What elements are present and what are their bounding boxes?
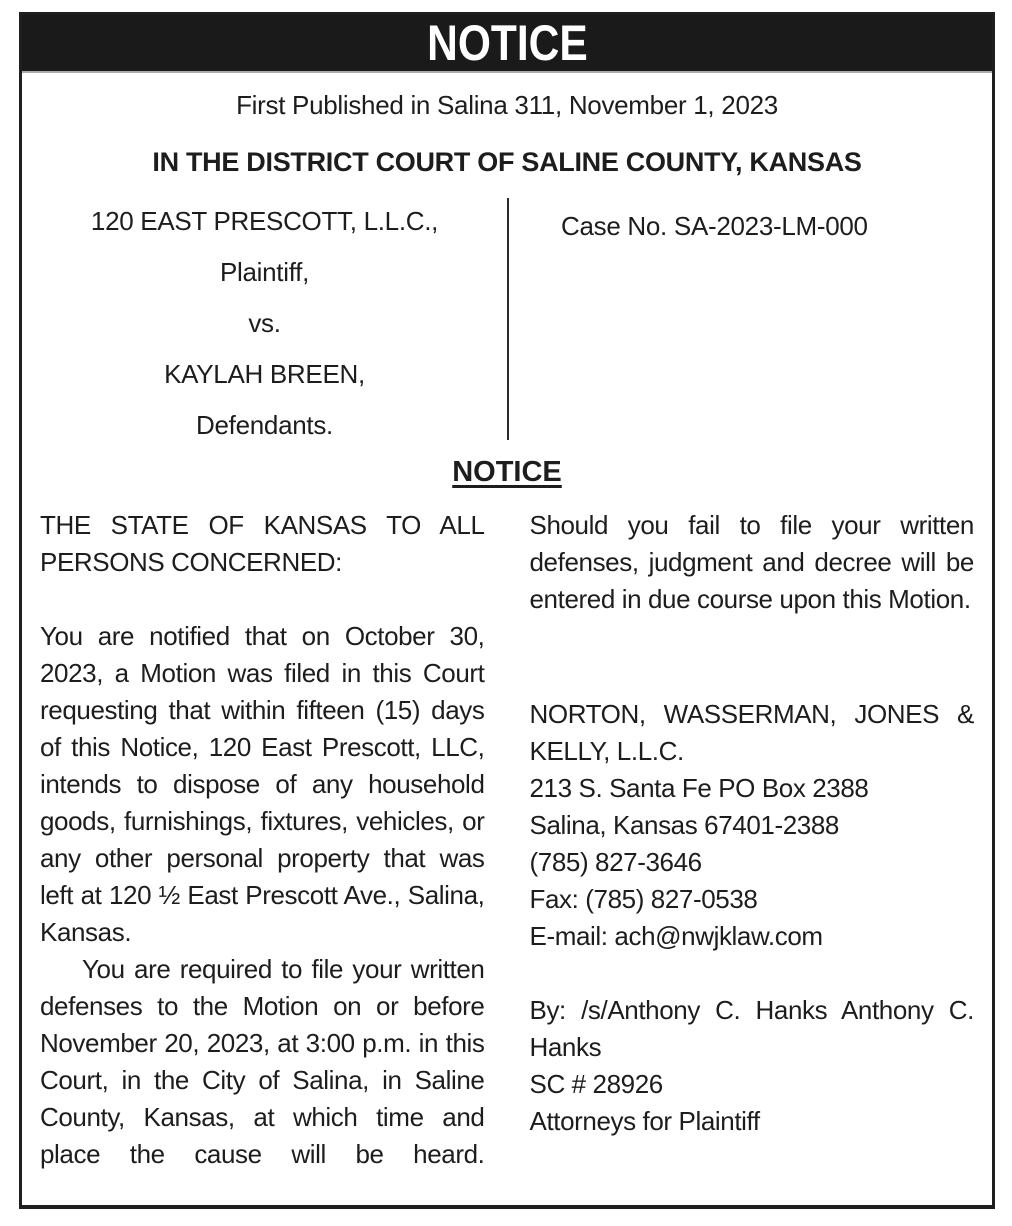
default-warning-paragraph: Should you fail to file your written defenses, judgment and decree will be entered in due course upon this Motion. [529, 510, 974, 614]
law-firm-name-line-2: KELLY, L.L.C. [529, 736, 684, 766]
law-firm-name-line-1: NORTON, WASSERMAN, JONES & [529, 699, 974, 729]
bar-number: SC # 28926 [529, 1069, 663, 1099]
right-column [530, 507, 975, 1173]
party-line-plaintiff-name: 120 EAST PRESCOTT, L.L.C., [90, 206, 439, 236]
caption-divider [507, 198, 509, 440]
banner-title: NOTICE [426, 15, 588, 71]
left-column [40, 507, 485, 1173]
firm-email-line: E-mail: ach@nwjklaw.com [529, 921, 823, 951]
case-caption [22, 196, 992, 448]
notice-body [22, 507, 992, 1173]
state-address-paragraph: THE STATE OF KANSAS TO ALL PERSONS CONCERNED: [40, 510, 485, 577]
plaintiff-block [22, 196, 507, 448]
party-line-plaintiff-role: Plaintiff, [219, 257, 310, 287]
attorneys-for-plaintiff: Attorneys for Plaintiff [529, 1106, 760, 1136]
party-line-defendant-name: KAYLAH BREEN, [164, 359, 365, 389]
firm-fax-line: Fax: (785) 827-0538 [529, 884, 758, 914]
firm-city-line: Salina, Kansas 67401-2388 [529, 810, 839, 840]
law-firm-block [530, 696, 975, 955]
party-line-vs: vs. [248, 308, 281, 338]
motion-notice-paragraph: You are notified that on October 30, 2023, a Motion was filed in this Court requesting that within fifteen (15) days of this Notice, 120 East Prescott, LLC, intends to dispose of any household goods, furnishings, fixtures, vehicles, or any other personal property that was left at 120 ½ East Prescott Ave., Salina, Kansas. [40, 621, 485, 947]
firm-address-line: 213 S. Santa Fe PO Box 2388 [529, 773, 869, 803]
signature-block [530, 992, 975, 1140]
notice-section-heading-text: NOTICE [452, 456, 562, 488]
case-number-block [507, 196, 992, 448]
court-heading: IN THE DISTRICT COURT OF SALINE COUNTY, KANSAS [152, 147, 862, 177]
firm-phone-line: (785) 827-3646 [529, 847, 702, 877]
published-line: First Published in Salina 311, November 1, 2023 [236, 90, 778, 120]
case-number: Case No. SA-2023-LM-000 [561, 211, 868, 241]
notice-banner [22, 15, 992, 73]
signature-line: By: /s/Anthony C. Hanks Anthony C. Hanks [529, 995, 974, 1062]
notice-section-heading [22, 456, 992, 489]
party-line-defendant-role: Defendants. [196, 410, 333, 440]
filing-deadline-paragraph: You are required to file your written defenses to the Motion on or before November 20, 2023, at 3:00 p.m. in this Court, in the City of Salina, in Saline County, Kansas, at which time and place the cause will be heard. [40, 954, 485, 1169]
notice-box [19, 12, 995, 1209]
